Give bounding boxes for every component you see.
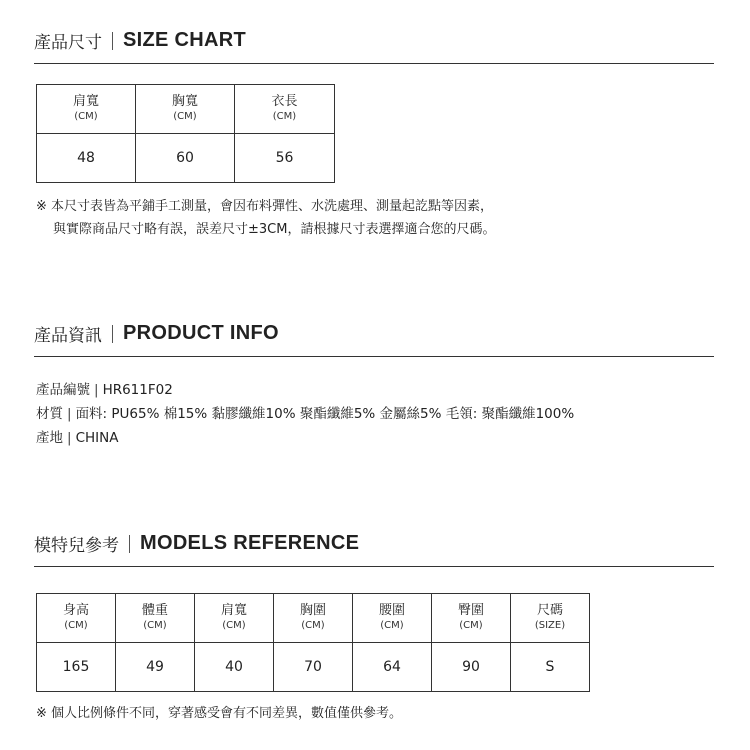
models-value: S: [511, 643, 590, 692]
info-separator: |: [67, 406, 72, 422]
info-label: 產地: [36, 430, 63, 446]
title-separator: [112, 32, 113, 50]
size-chart-header-cell: [136, 85, 235, 134]
models-value: 70: [274, 643, 353, 692]
models-value-row: [37, 643, 590, 692]
product-info-title-zh: 產品資訊: [34, 326, 102, 346]
models-title-en: MODELS REFERENCE: [140, 532, 360, 554]
size-chart-note-line: ※ 本尺寸表皆為平鋪手工測量，會因布料彈性、水洗處理、測量起訖點等因素，: [36, 199, 494, 214]
models-value: 165: [37, 643, 116, 692]
models-title-zh: 模特兒參考: [34, 536, 119, 556]
product-info-list: [36, 378, 574, 450]
size-chart-title-en: SIZE CHART: [123, 29, 246, 51]
models-header-cell: [274, 594, 353, 643]
info-value: 面料: PU65% 棉15% 黏膠纖維10% 聚酯纖維5% 金屬絲5% 毛領: 聚酯纖維100%: [75, 406, 575, 422]
info-value: CHINA: [75, 430, 119, 446]
column-label: 體重: [141, 603, 168, 618]
column-unit: (CM): [459, 620, 483, 631]
size-chart-header: [34, 28, 714, 64]
info-label: 材質: [36, 406, 63, 422]
product-info-title-en: PRODUCT INFO: [123, 322, 279, 344]
size-chart-note: [36, 195, 495, 241]
column-label: 衣長: [271, 94, 298, 109]
column-label: 身高: [62, 603, 89, 618]
column-unit: (CM): [380, 620, 404, 631]
size-chart-value: 60: [136, 134, 235, 183]
models-header-cell: [37, 594, 116, 643]
column-label: 臀圍: [457, 603, 484, 618]
column-unit: (SIZE): [534, 620, 566, 631]
title-separator: [112, 325, 113, 343]
info-label: 產品編號: [36, 382, 90, 398]
models-header-cell: [116, 594, 195, 643]
models-header-cell: [353, 594, 432, 643]
models-value: 90: [432, 643, 511, 692]
column-label: 尺碼: [536, 603, 563, 618]
info-value: HR611F02: [102, 382, 173, 398]
size-chart-header-cell: [37, 85, 136, 134]
title-separator: [129, 535, 130, 553]
column-unit: (CM): [74, 111, 98, 122]
size-chart-header-row: [37, 85, 335, 134]
models-header-cell: [195, 594, 274, 643]
column-unit: (CM): [64, 620, 88, 631]
column-label: 胸寬: [171, 94, 198, 109]
product-info-row: [36, 402, 574, 426]
product-info-row: [36, 426, 574, 450]
column-label: 肩寬: [72, 94, 99, 109]
models-table: [36, 593, 590, 692]
models-header-cell: [432, 594, 511, 643]
models-value: 49: [116, 643, 195, 692]
column-label: 胸圍: [299, 603, 326, 618]
models-value: 40: [195, 643, 274, 692]
models-value: 64: [353, 643, 432, 692]
column-label: 腰圍: [378, 603, 405, 618]
models-header-cell: [511, 594, 590, 643]
column-unit: (CM): [222, 620, 246, 631]
info-separator: |: [67, 430, 72, 446]
size-chart-table: [36, 84, 335, 183]
size-chart-value: 48: [37, 134, 136, 183]
column-unit: (CM): [143, 620, 167, 631]
column-label: 肩寬: [220, 603, 247, 618]
info-separator: |: [94, 382, 99, 398]
column-unit: (CM): [301, 620, 325, 631]
product-info-row: [36, 378, 574, 402]
size-chart-title-zh: 產品尺寸: [34, 33, 102, 53]
column-unit: (CM): [272, 111, 297, 122]
models-header: [34, 531, 714, 567]
models-header-row: [37, 594, 590, 643]
size-chart-value-row: [37, 134, 335, 183]
column-unit: (CM): [173, 111, 197, 122]
size-chart-header-cell: [235, 85, 335, 134]
size-chart-value: 56: [235, 134, 335, 183]
product-info-header: [34, 321, 714, 357]
models-note: ※ 個人比例條件不同，穿著感受會有不同差異，數值僅供參考。: [36, 706, 403, 721]
size-chart-note-line: 與實際商品尺寸略有誤，誤差尺寸±3CM，請根據尺寸表選擇適合您的尺碼。: [53, 222, 496, 237]
